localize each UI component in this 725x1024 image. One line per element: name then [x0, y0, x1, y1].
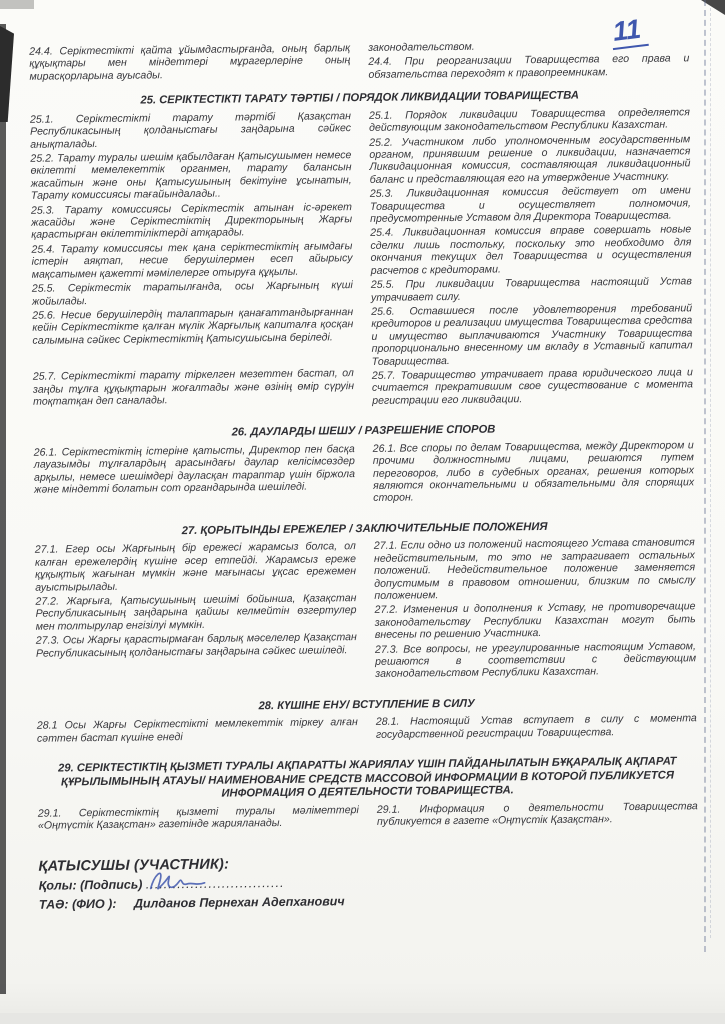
column-russian	[368, 38, 689, 83]
column-russian	[369, 106, 693, 409]
perforation-line	[704, 0, 706, 952]
section-heading: 26. ДАУЛАРДЫ ШЕШУ / РАЗРЕШЕНИЕ СПОРОВ	[231, 423, 496, 439]
section-heading: 25. СЕРІКТЕСТІКТІ ТАРАТУ ТӘРТІБІ / ПОРЯДОК ЛИКВИДАЦИИ ТОВАРИЩЕСТВА	[140, 89, 580, 107]
column-kazakh	[38, 804, 359, 834]
perforation-line-faint	[710, 8, 711, 938]
paragraph: 25.3. Ликвидационная комиссия действует от имени Товарищества и осуществляет полномочия, предусмотренные Уставом для Директора Товарищества.	[369, 184, 692, 225]
paragraph: 25.1. Порядок ликвидации Товарищества определяется действующим законодательством Республики Казахстан.	[368, 106, 690, 135]
signature-dotted-line: ...............................	[145, 876, 285, 892]
section-24	[29, 38, 689, 87]
document-content	[29, 38, 699, 910]
section-heading: 29. СЕРІКТЕСТІКТІҢ ҚЫЗМЕТІ ТУРАЛЫ АҚПАРАТТЫ ЖАРИЯЛАУ ҮШІН ПАЙДАНЫЛАТЫН БҰҚАРАЛЫҚ АҚПАРАТ ҚҰРЫЛЫМЫНЫҢ АТАУЫ/ НАИМЕНОВАНИЕ СРЕДСТВ МАССОВОЙ ИНФОРМАЦИИ В КОТОРОЙ ПУБЛИКУЕТСЯ ИНФОРМАЦИЯ О ДЕЯТЕЛЬНОСТИ ТОВАРИЩЕСТВА.	[58, 755, 677, 801]
section-heading: 28. КҮШІНЕ ЕНУ/ ВСТУПЛЕНИЕ В СИЛУ	[258, 697, 475, 713]
signature-block	[38, 853, 699, 911]
scan-edge-left-wedge	[0, 26, 14, 122]
section-28	[37, 695, 697, 747]
paragraph: 25.4. Тарату комиссиясы тек қана серіктестіктің ағымдағы істерін аяқтап, несие берушілермен есеп айырысу мақсатымен қажетті мәмілелерге отыруға құқылы.	[31, 239, 353, 281]
column-kazakh	[34, 443, 356, 511]
participant-heading: ҚАТЫСУШЫ (УЧАСТНИК):	[38, 856, 230, 875]
section-27	[35, 519, 697, 687]
scan-edge-top-left	[0, 0, 34, 9]
paragraph: 25.2. Тарату туралы шешім қабылдаған Қатысушымен немесе өкілетті мемелекеттік органмен, тарату балансын жасайтын және оны Қатысушының бекітуіне ұсынатын, Тарату комиссиясы тағайындалады..	[30, 149, 352, 203]
paragraph: 28.1. Настоящий Устав вступает в силу с момента государственной регистрации Товарищества.	[375, 712, 697, 741]
column-russian	[376, 713, 697, 743]
section-26	[33, 421, 694, 510]
signature-label: Қолы: (Подпись)	[38, 877, 143, 893]
column-russian	[373, 439, 695, 507]
paragraph: 25.7. Серіктестікті тарату тіркелген мезеттен бастап, ол заңды тұлға құқықтарын жоғалтады және өзінің өмір сүруін тоқтатқан деп саналады.	[32, 367, 355, 408]
paragraph: 25.6. Несие берушілердің талаптарын қанағаттандырғаннан кейін Серіктестікте қалған мүлік Жарғылық капиталға қосқан салымына сәйкес Серіктестіктің Қатысушысына беріледі.	[32, 306, 354, 347]
paragraph: 27.2. Жарғыға, Қатысушының шешімі бойынша, Қазақстан Республикасының заңдарына қайшы келмейтін өзгертулер мен толтырулар енгізілуі мүмкін.	[35, 592, 357, 633]
paragraph: 27.3. Осы Жарғы қарастырмаған барлық мәселелер Қазақстан Республикасының қолданыстағы заңдарына сәйкес шешіледі.	[35, 631, 357, 660]
scan-edge-bottom	[0, 1013, 725, 1024]
paragraph: 27.2. Изменения и дополнения к Уставу, не противоречащие законодательству Республики Казахстан могут быть внесены по решению Участника.	[374, 600, 696, 642]
paragraph: 28.1 Осы Жарғы Серіктестікті мемлекеттік тіркеу алған сәттен бастап күшіне енеді	[36, 716, 358, 745]
paragraph: 26.1. Все споры по делам Товарищества, между Директором и прочими должностными лицами, решаются путем переговоров, либо в судебных органах, решения которых являются окончательными и обязательными для спорящих сторон.	[372, 439, 695, 505]
paragraph: 25.4. Ликвидационная комиссия вправе совершать новые сделки лишь постольку, поскольку это необходимо для окончания текущих дел Товарищества и осуществления расчетов с кредиторами.	[370, 223, 692, 277]
paragraph: 24.4. При реорганизации Товарищества его права и обязательства переходят к правопреемникам.	[368, 52, 690, 81]
paragraph: 25.7. Товарищество утрачивает права юридического лица и считается прекратившим свое существование с момента регистрации его ликвидации.	[371, 366, 694, 407]
page-number-handwritten: 11	[609, 14, 649, 50]
section-29	[37, 755, 698, 834]
paragraph: 25.5. Серіктестік таратылғанда, осы Жарғының күші жойылады.	[31, 279, 353, 308]
section-heading: 27. ҚОРЫТЫНДЫ ЕРЕЖЕЛЕР / ЗАКЛЮЧИТЕЛЬНЫЕ ПОЛОЖЕНИЯ	[181, 520, 548, 537]
paragraph: 25.3. Тарату комиссиясы Серіктестік атынан іс-әрекет жасайды және Серіктестіктің Директорының Жарғы қарастырған өкілеттіліктерді атқарады.	[30, 200, 353, 242]
paragraph: 25.2. Участником либо уполномоченным государственным органом, принявшим решение о ликвидации, назначается Ликвидационная комиссия, составляющая ликвидационный баланс и представляющая его на утверждение Участнику.	[369, 132, 691, 186]
paragraph: 29.1. Серіктестіктің қызметі туралы мәліметтері «Оңтүстік Қазақстан» газетінде жарияланады.	[37, 804, 359, 833]
column-kazakh	[30, 110, 354, 413]
signature-scribble	[146, 866, 210, 899]
column-kazakh	[29, 42, 350, 87]
paragraph: 29.1. Информация о деятельности Товарищества публикуется в газете «Оңтүстік Қазақстан».	[376, 800, 698, 829]
paragraph: 25.6. Оставшиеся после удовлетворения требований кредиторов и реализации имущества Товарищества средства и имущество выплачиваются Участнику Товарищества пропорционально внесенному им вкладу в Уставный капитал Товарищества.	[371, 302, 693, 368]
section-25	[30, 88, 694, 412]
paragraph: 27.1. Егер осы Жарғының бір ережесі жарамсыз болса, ол калған ережелердің күшіне әсер етпейді. Жарамсыз ереже құқықтық жағынан мүмкін және мағынасы ұқсас ережемен ауыстырылады.	[34, 540, 357, 594]
signature-row	[39, 872, 699, 892]
column-russian	[374, 537, 697, 683]
paragraph: 25.1. Серіктестікті тарату тәртібі Қазақстан Республикасының қолданыстағы заңдарына сәйкес анықталады.	[29, 109, 352, 151]
column-russian	[377, 800, 698, 830]
paragraph: 24.4. Серіктестікті қайта ұйымдастырғанда, оның барлық құқықтары мен міндеттері мұрагерлеріне оның мирасқорларына ауысады.	[29, 42, 351, 83]
participant-name: Дилданов Пернехан Адепханович	[133, 893, 345, 911]
paragraph: 27.3. Все вопросы, не урегулированные настоящим Уставом, решаются в соответствии с действующим законодательством Республики Казахстан.	[374, 639, 697, 681]
paragraph: 25.5. При ликвидации Товарищества настоящий Устав утрачивает силу.	[370, 275, 692, 304]
scan-edge-left-strip	[0, 24, 6, 994]
paragraph: 26.1. Серіктестіктің істеріне қатысты, Директор пен басқа лауазымды тұлғалардың арасындағы даулар келісімсөздер арқылы, немесе шешімдері дауласқан тараптар үшін біржола және міндетті болатын сот органдарында шешіледі.	[33, 442, 356, 496]
column-kazakh	[35, 540, 358, 686]
column-kazakh	[37, 717, 358, 747]
paragraph: законодательством.	[368, 40, 475, 54]
name-label: ТАӘ: (ФИО ):	[38, 896, 117, 912]
name-row	[39, 891, 699, 911]
paragraph: 27.1. Если одно из положений настоящего Устава становится недействительным, то это не затрагивает остальных положений. Недействительное положение заменяется допустимым в правовом отношении, близким по смыслу положением.	[373, 536, 696, 602]
